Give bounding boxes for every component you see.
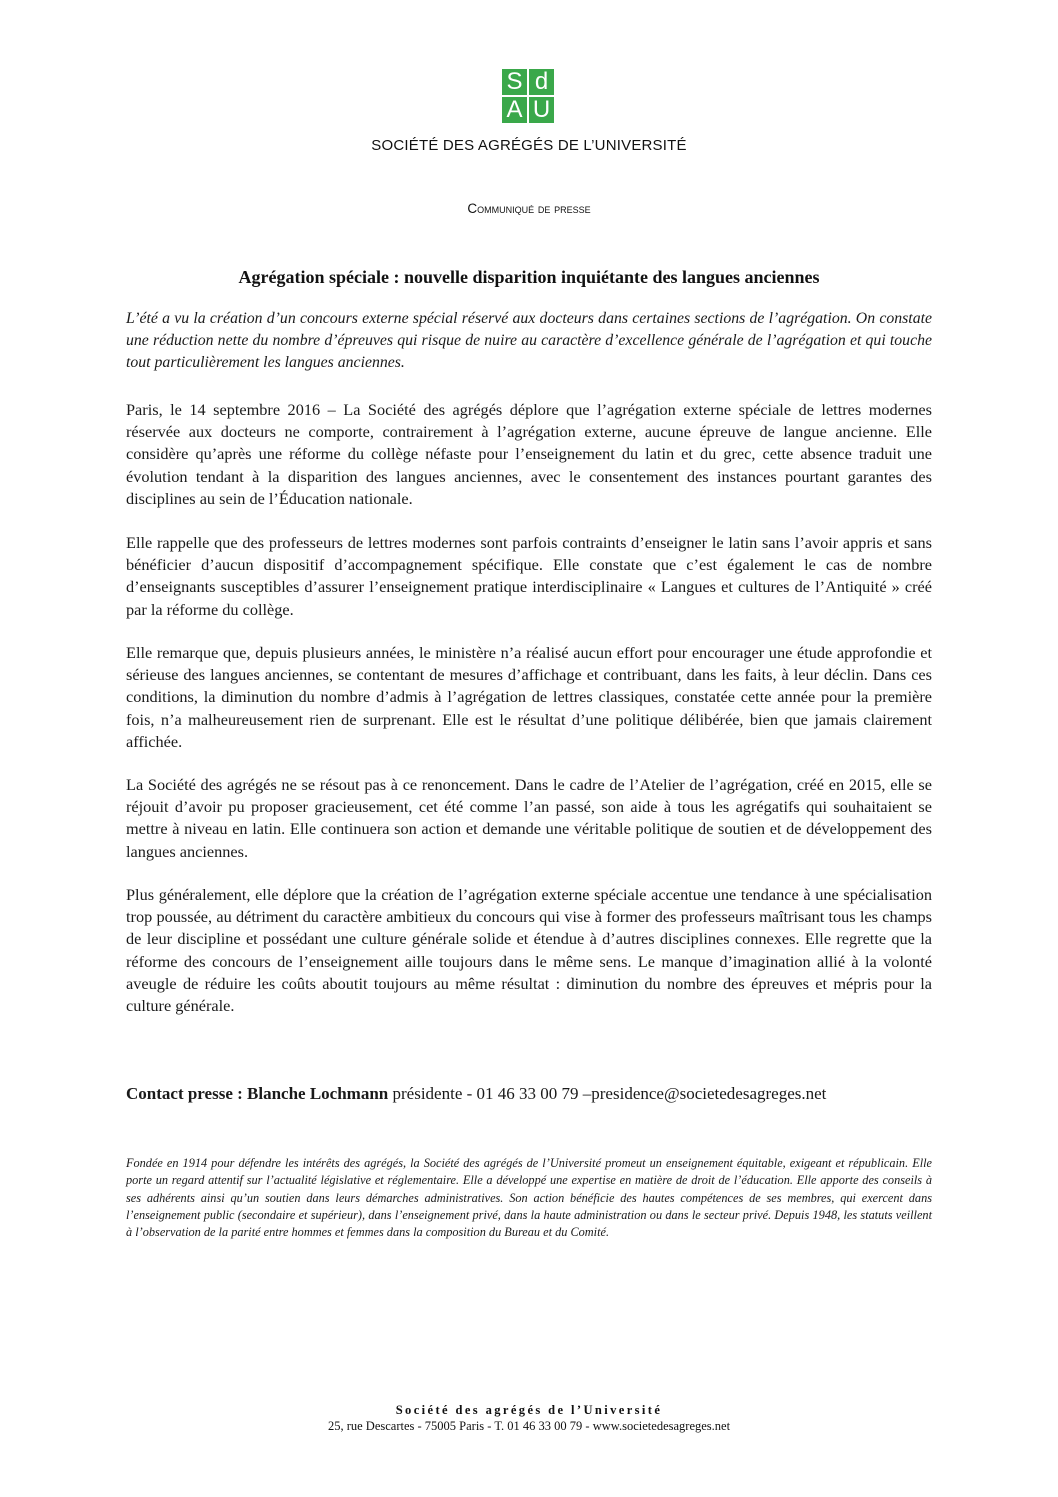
logo-letter-u: U (529, 97, 554, 123)
about-organization: Fondée en 1914 pour défendre les intérêts des agrégés, la Société des agrégés de l’Université promeut un enseignement équitable, exigeant et républicain. Elle porte un regard attentif sur l’actualité législative et réglementaire. Elle a développé une expertise en matière de droit de l’éducation. Elle apporte des conseils à ses adhérents ainsi qu’un soutien dans leurs démarches administratives. Son action bénéficie des hautes compétences de ses membres, qui exercent dans l’enseignement public (secondaire et supérieur), dans l’enseignement privé, dans la haute administration ou dans le secteur privé. Depuis 1948, les statuts veillent à l’observation de la parité entre hommes et femmes dans la composition du Bureau et du Comité. (126, 1156, 932, 1240)
contact-details: présidente - 01 46 33 00 79 –presidence@societedesagreges.net (388, 1084, 827, 1103)
body-paragraph-3: Elle remarque que, depuis plusieurs années, le ministère n’a réalisé aucun effort pour encourager une étude approfondie et sérieuse des langues anciennes, se contentant de mesures d’affichage et contribuant, dans les faits, à leur déclin. Dans ces conditions, la diminution du nombre d’admis à l’agrégation de lettres classiques, constatée cette année pour la première fois, n’a malheureusement rien de surprenant. Elle est le résultat d’une politique délibérée, bien que jamais clairement affichée. (126, 643, 932, 751)
logo-letter-d: d (529, 69, 554, 95)
logo-letter-a: A (502, 97, 527, 123)
press-contact (126, 1084, 932, 1104)
footer-organization-name: Société des agrégés de l’Université (395, 1403, 663, 1417)
logo-letter-s: S (502, 69, 527, 95)
footer-address: 25, rue Descartes - 75005 Paris - T. 01 46 33 00 79 - www.societedesagreges.net (327, 1419, 731, 1433)
sdau-logo (502, 69, 554, 123)
body-paragraph-5: Plus généralement, elle déplore que la création de l’agrégation externe spéciale accentue une tendance à une spécialisation trop poussée, au détriment du caractère ambitieux du concours qui vise à former des professeurs maîtrisant tous les champs de leur discipline et possédant une culture générale solide et étendue à d’autres disciplines connexes. Elle regrette que la réforme des concours de l’enseignement aille toujours dans le même sens. Le manque d’imagination allié à la volonté aveugle de réduire les coûts aboutit toujours au même résultat : diminution du nombre des épreuves et mépris pour la culture générale. (126, 885, 932, 1016)
body-paragraph-2: Elle rappelle que des professeurs de lettres modernes sont parfois contraints d’enseigner le latin sans l’avoir appris et sans bénéficier d’aucun dispositif d’accompagnement spécifique. Elle constate que c’est également le cas de nombre d’enseignants susceptibles d’assurer l’enseignement pratique interdisciplinaire « Langues et cultures de l’Antiquité » créé par la réforme du collège. (126, 533, 932, 619)
intro-paragraph: L’été a vu la création d’un concours externe spécial réservé aux docteurs dans certaines sections de l’agrégation. On constate une réduction nette du nombre d’épreuves qui risque de nuire au caractère d’excellence générale de l’agrégation et qui touche tout particulièrement les langues anciennes. (126, 310, 932, 371)
press-release-title: Agrégation spéciale : nouvelle disparition inquiétante des langues anciennes (238, 267, 820, 287)
body-paragraph-1: Paris, le 14 septembre 2016 – La Société des agrégés déplore que l’agrégation externe spéciale de lettres modernes réservée aux docteurs ne comporte, contrairement à l’agrégation externe, aucune épreuve de langue ancienne. Elle considère qu’après une réforme du collège néfaste pour l’enseignement du latin et du grec, cette absence traduit une évolution tendant à la disparition des langues anciennes, avec le consentement des instances pourtant garantes des disciplines au sein de l’Éducation nationale. (126, 400, 932, 508)
body-paragraph-4: La Société des agrégés ne se résout pas à ce renoncement. Dans le cadre de l’Atelier de l’agrégation, créé en 2015, elle se réjouit d’avoir pu proposer gracieusement, cet été comme l’an passé, son aide à tous les agrégatifs qui souhaitaient se mettre à niveau en latin. Elle continuera son action et demande une véritable politique de soutien et de développement des langues anciennes. (126, 775, 932, 861)
contact-label: Contact presse : Blanche Lochmann (126, 1084, 389, 1103)
organization-name: SOCIÉTÉ DES AGRÉGÉS DE L’UNIVERSITÉ (371, 137, 687, 154)
document-type: Communiqué de presse (467, 201, 591, 216)
